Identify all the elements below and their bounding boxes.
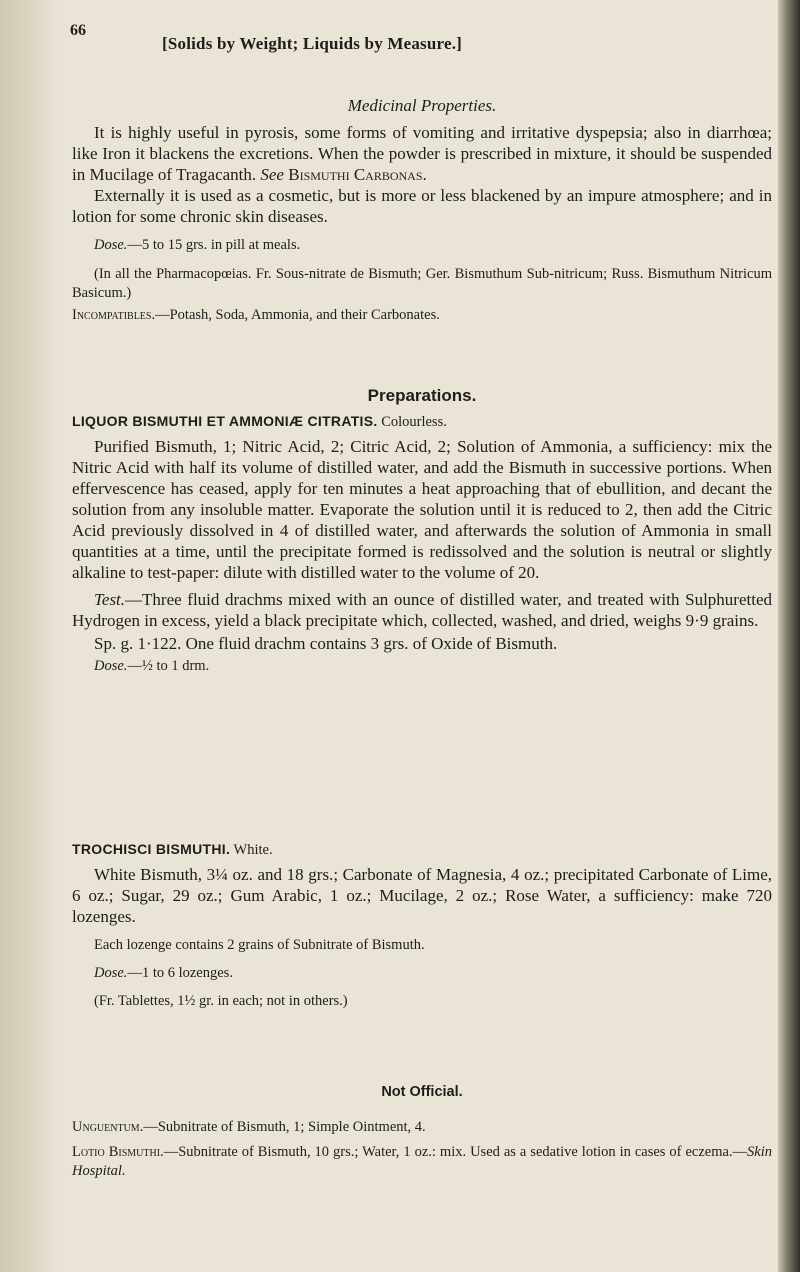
trochisci-dose-label: Dose. [94, 965, 128, 981]
liquor-title-line [72, 412, 772, 432]
lotio-line [72, 1143, 772, 1181]
medicinal-properties-section [72, 122, 772, 325]
not-official-heading: Not Official. [381, 1084, 463, 1100]
lotio-label: Lotio Bismuthi. [72, 1144, 164, 1160]
trochisci-dose-text: —1 to 6 lozenges. [127, 965, 233, 981]
liquor-title: LIQUOR BISMUTHI ET AMMONIÆ CITRATIS. [72, 413, 378, 429]
liquor-note: Colourless. [381, 414, 447, 430]
see-reference-target: Bismuthi Carbonas. [288, 165, 427, 184]
liquor-specific-gravity: Sp. g. 1·122. One fluid drachm contains 3 grs. of Oxide of Bismuth. [94, 634, 558, 653]
liquor-dose [72, 657, 772, 676]
page-gutter-left [0, 0, 60, 1272]
trochisci-section [72, 840, 772, 1011]
medicinal-paragraph-1-text: It is highly useful in pyrosis, some forms of vomiting and irritative dyspepsia; also in diarrhœa; like Iron it blackens the excretions. When the powder is prescribed in mixture, it should be suspended in Mucilage of Tragacanth. [72, 123, 772, 184]
incompatibles-label: Incompatibles. [72, 307, 156, 323]
liquor-directions: Purified Bismuth, 1; Nitric Acid, 2; Citric Acid, 2; Solution of Ammonia, a sufficiency: mix the Nitric Acid with half its volume of distilled water, and add the Bismuth in successive portions. When effervescence has ceased, apply for ten minutes a heat approaching that of ebullition, and decant the solution from any insoluble matter. Evaporate the solution until it is reduced to 2, then add the Citric Acid previously dissolved in 4 of distilled water, and afterwards the solution of Ammonia in small quantities at a time, until the precipitate formed is redissolved and the solution is neutral or slightly alkaline to test-paper: dilute with distilled water to the volume of 20. [72, 437, 772, 582]
test-text: —Three fluid drachms mixed with an ounce of distilled water, and treated with Sulphuretted Hydrogen in excess, yield a black precipitate which, collected, washed, and dried, weighs 9·9 grains. [72, 590, 772, 630]
dose-label: Dose. [94, 237, 128, 253]
incompatibles-line [72, 306, 772, 325]
pharmacopoeias-note: (In all the Pharmacopœias. Fr. Sous-nitrate de Bismuth; Ger. Bismuthum Sub-nitricum; Russ. Bismuthum Nitricum Basicum.) [72, 266, 772, 301]
not-official-section [72, 1118, 772, 1181]
page-edge-right [778, 0, 800, 1272]
section-title-medicinal-properties: Medicinal Properties. [347, 96, 497, 115]
see-reference-word: See [260, 165, 284, 184]
trochisci-french-note: (Fr. Tablettes, 1½ gr. in each; not in others.) [94, 993, 348, 1009]
trochisci-note: White. [233, 842, 273, 858]
trochisci-dose [72, 964, 772, 983]
trochisci-title-line [72, 840, 772, 860]
liquor-dose-label: Dose. [94, 658, 128, 674]
running-head: [Solids by Weight; Liquids by Measure.] [162, 34, 463, 53]
trochisci-directions: White Bismuth, 3¼ oz. and 18 grs.; Carbonate of Magnesia, 4 oz.; precipitated Carbonate of Lime, 6 oz.; Sugar, 29 oz.; Gum Arabic, 1 oz.; Mucilage, 2 oz.; Rose Water, a sufficiency: make 720 lozenges. [72, 865, 772, 926]
trochisci-each-lozenge: Each lozenge contains 2 grains of Subnitrate of Bismuth. [94, 937, 425, 953]
liquor-dose-text: —½ to 1 drm. [127, 658, 210, 674]
unguentum-text: —Subnitrate of Bismuth, 1; Simple Ointment, 4. [143, 1119, 426, 1135]
dose-text: —5 to 15 grs. in pill at meals. [127, 237, 301, 253]
medicinal-paragraph-2: Externally it is used as a cosmetic, but is more or less blackened by an impure atmosphere; and in lotion for some chronic skin diseases. [72, 186, 772, 226]
dose-line [72, 236, 772, 255]
preparations-heading: Preparations. [367, 386, 477, 405]
test-label: Test. [94, 590, 126, 609]
unguentum-line [72, 1118, 772, 1137]
liquor-test [72, 589, 772, 631]
liquor-section [72, 412, 772, 676]
medicinal-paragraph-1 [72, 122, 772, 185]
unguentum-label: Unguentum. [72, 1119, 144, 1135]
trochisci-title: TROCHISCI BISMUTHI. [72, 841, 231, 857]
lotio-text: —Subnitrate of Bismuth, 10 grs.; Water, 1 oz.: mix. Used as a sedative lotion in cases of eczema.— [163, 1144, 748, 1160]
lotio-source: Skin Hospital. [72, 1144, 773, 1179]
page-number: 66 [70, 22, 86, 39]
incompatibles-text: —Potash, Soda, Ammonia, and their Carbonates. [155, 307, 440, 323]
